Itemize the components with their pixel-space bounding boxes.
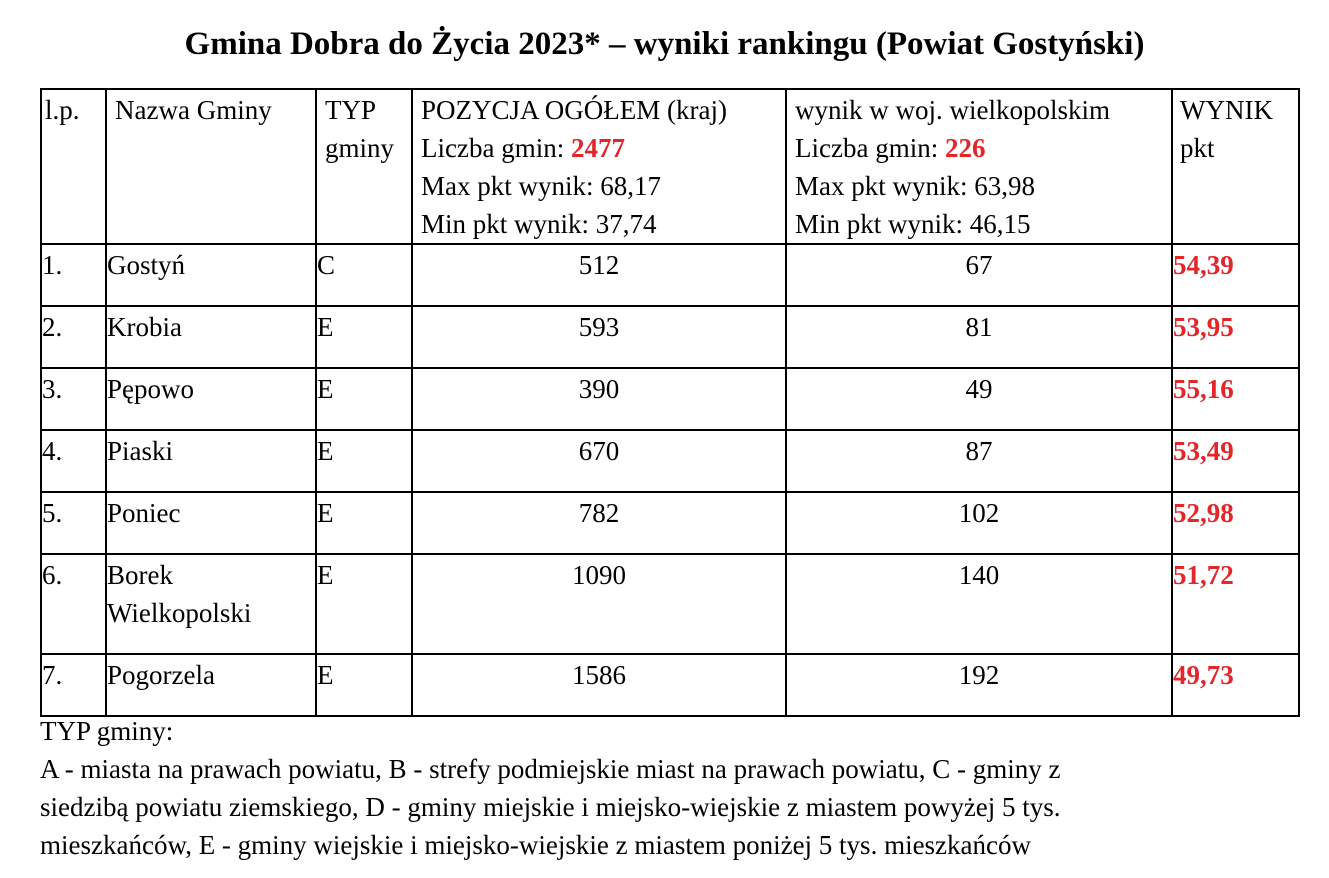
cell-overall: 1090: [412, 554, 786, 654]
cell-score: 49,73: [1172, 654, 1299, 716]
header-typ: [316, 89, 412, 244]
cell-score: 53,49: [1172, 430, 1299, 492]
cell-lp: 1.: [41, 244, 106, 306]
cell-name: Piaski: [106, 430, 316, 492]
header-result-line1: WYNIK: [1180, 95, 1273, 125]
cell-typ: E: [316, 306, 412, 368]
cell-overall: 390: [412, 368, 786, 430]
cell-name: Borek Wielkopolski: [106, 554, 316, 654]
cell-score: 54,39: [1172, 244, 1299, 306]
cell-name: Krobia: [106, 306, 316, 368]
cell-lp: 7.: [41, 654, 106, 716]
table-row: [41, 430, 1299, 492]
cell-name: Poniec: [106, 492, 316, 554]
cell-typ: E: [316, 554, 412, 654]
header-overall-min: Min pkt wynik: 37,74: [421, 209, 657, 239]
cell-score: 52,98: [1172, 492, 1299, 554]
cell-region: 102: [786, 492, 1172, 554]
cell-typ: E: [316, 492, 412, 554]
cell-typ: E: [316, 368, 412, 430]
legend-line: siedzibą powiatu ziemskiego, D - gminy miejskie i miejsko-wiejskie z miastem powyżej 5 tys.: [40, 792, 1061, 822]
cell-region: 67: [786, 244, 1172, 306]
header-region-max: Max pkt wynik: 63,98: [795, 171, 1035, 201]
overall-count-value: 2477: [570, 133, 625, 163]
header-lp: l.p.: [41, 89, 106, 244]
legend-line: mieszkańców, E - gminy wiejskie i miejsko-wiejskie z miastem poniżej 5 tys. mieszkańców: [40, 830, 1032, 860]
cell-overall: 1586: [412, 654, 786, 716]
cell-overall: 593: [412, 306, 786, 368]
cell-typ: C: [316, 244, 412, 306]
table-row: [41, 492, 1299, 554]
cell-score: 51,72: [1172, 554, 1299, 654]
cell-lp: 4.: [41, 430, 106, 492]
table-row: [41, 554, 1299, 654]
type-legend: [40, 712, 1290, 864]
cell-lp: 5.: [41, 492, 106, 554]
header-region-count-line: Liczba gmin: 226: [795, 133, 986, 163]
cell-lp: 2.: [41, 306, 106, 368]
header-region-title: wynik w woj. wielkopolskim: [795, 95, 1110, 125]
cell-overall: 670: [412, 430, 786, 492]
table-row: [41, 244, 1299, 306]
cell-region: 49: [786, 368, 1172, 430]
header-result-line2: pkt: [1180, 133, 1215, 163]
cell-region: 87: [786, 430, 1172, 492]
cell-name: Pępowo: [106, 368, 316, 430]
cell-typ: E: [316, 654, 412, 716]
header-name: Nazwa Gminy: [106, 89, 316, 244]
legend-line: A - miasta na prawach powiatu, B - strefy podmiejskie miast na prawach powiatu, C - gminy z: [40, 754, 1061, 784]
cell-score: 55,16: [1172, 368, 1299, 430]
cell-name: Gostyń: [106, 244, 316, 306]
region-count-value: 226: [944, 133, 986, 163]
legend-heading: TYP gminy:: [40, 716, 174, 746]
cell-region: 140: [786, 554, 1172, 654]
page-title: Gmina Dobra do Życia 2023* – wyniki rankingu (Powiat Gostyński): [184, 26, 1145, 62]
table-row: [41, 306, 1299, 368]
header-typ-line2: gminy: [325, 133, 395, 163]
header-result: [1172, 89, 1299, 244]
header-overall: [412, 89, 786, 244]
cell-overall: 512: [412, 244, 786, 306]
header-overall-count-line: Liczba gmin: 2477: [421, 133, 625, 163]
table-row: [41, 368, 1299, 430]
cell-score: 53,95: [1172, 306, 1299, 368]
cell-lp: 3.: [41, 368, 106, 430]
cell-overall: 782: [412, 492, 786, 554]
cell-region: 81: [786, 306, 1172, 368]
header-overall-max: Max pkt wynik: 68,17: [421, 171, 661, 201]
table-row: [41, 654, 1299, 716]
cell-name: Pogorzela: [106, 654, 316, 716]
header-typ-line1: TYP: [325, 95, 377, 125]
cell-region: 192: [786, 654, 1172, 716]
cell-typ: E: [316, 430, 412, 492]
header-region-min: Min pkt wynik: 46,15: [795, 209, 1031, 239]
table-header-row: [41, 89, 1299, 244]
header-overall-title: POZYCJA OGÓŁEM (kraj): [421, 95, 727, 125]
cell-lp: 6.: [41, 554, 106, 654]
header-region: [786, 89, 1172, 244]
ranking-table: [40, 88, 1300, 717]
